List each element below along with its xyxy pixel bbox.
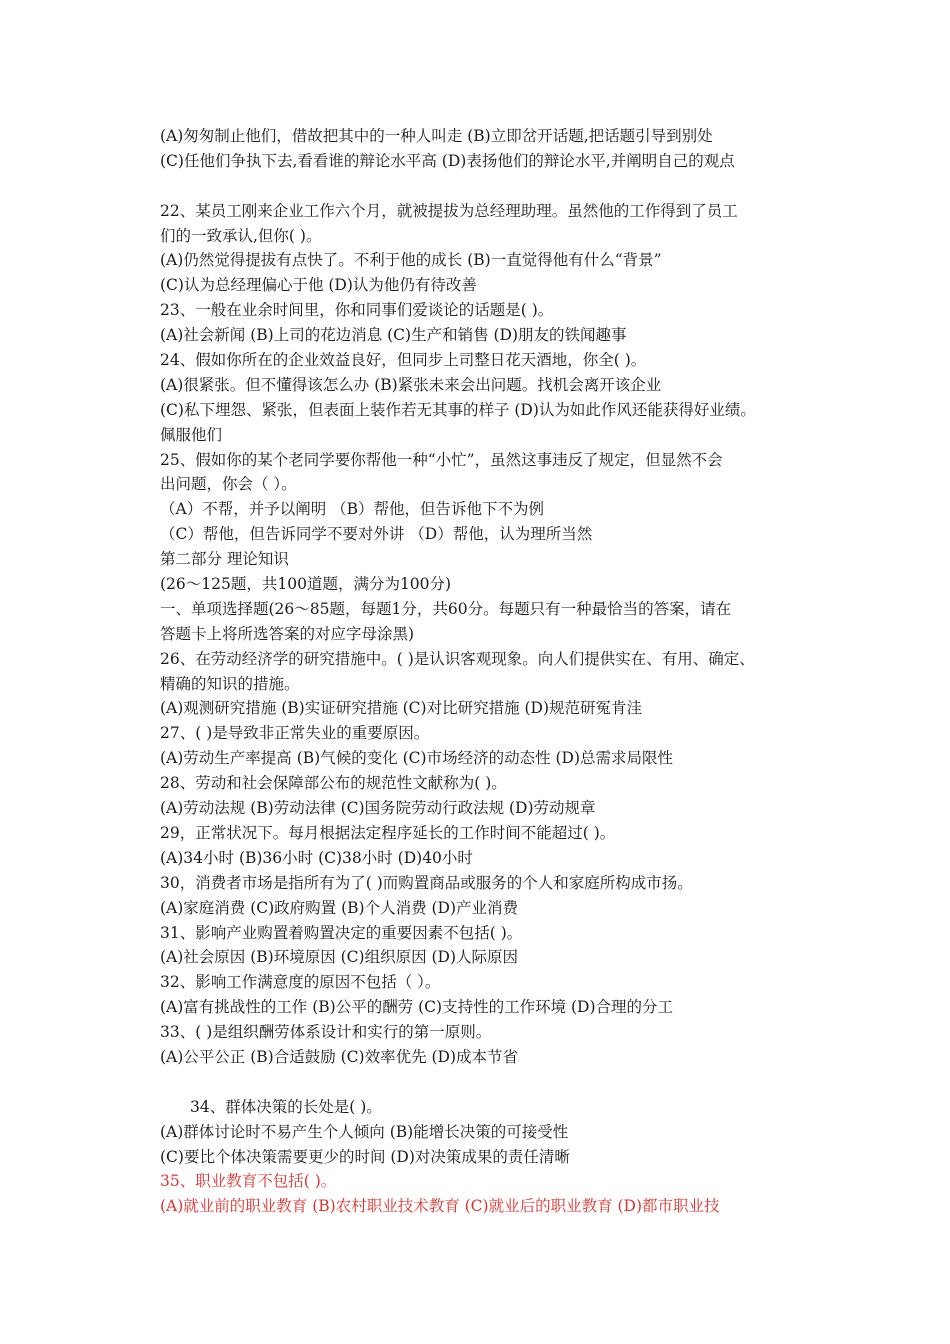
part2-title: 第二部分 理论知识 xyxy=(160,550,289,569)
q27-options: (A)劳动生产率提高 (B)气候的变化 (C)市场经济的动态性 (D)总需求局限性 xyxy=(160,749,674,768)
q26-stem-line2: 精确的知识的措施。 xyxy=(160,674,300,693)
q31-stem: 31、影响产业购置着购置决定的重要因素不包括( )。 xyxy=(160,923,523,942)
q30-options: (A)家庭消费 (C)政府购置 (B)个人消费 (D)产业消费 xyxy=(160,898,519,917)
q22-options-ab: (A)仍然觉得提拔有点快了。不利于他的成长 (B)一直觉得他有什么“背景” xyxy=(160,251,662,270)
q22-stem-line2: 们的一致承认,但你( )。 xyxy=(160,226,322,245)
q26-options: (A)观测研究措施 (B)实证研究措施 (C)对比研究措施 (D)规范研冤肯洼 xyxy=(160,699,643,718)
q29-options: (A)34小时 (B)36小时 (C)38小时 (D)40小时 xyxy=(160,848,473,867)
q32-options: (A)富有挑战性的工作 (B)公平的酬劳 (C)支持性的工作环境 (D)合理的分工 xyxy=(160,998,674,1017)
q27-stem: 27、( )是导致非正常失业的重要原因。 xyxy=(160,724,430,743)
q28-stem: 28、劳动和社会保障部公布的规范性文献称为( )。 xyxy=(160,774,507,793)
document-body xyxy=(160,124,820,1219)
q34-stem: 34、群体决策的长处是( )。 xyxy=(190,1097,382,1116)
q31-options: (A)社会原因 (B)环境原因 (C)组织原因 (D)人际原因 xyxy=(160,948,519,967)
q33-stem: 33、( )是组织酬劳体系设计和实行的第一原则。 xyxy=(160,1023,492,1042)
section1-heading-line2: 答题卡上将所选答案的对应字母涂黑) xyxy=(160,624,415,643)
q28-options: (A)劳动法规 (B)劳动法律 (C)国务院劳动行政法规 (D)劳动规章 xyxy=(160,799,596,818)
q32-stem: 32、影响工作满意度的原因不包括（ ）。 xyxy=(160,973,441,992)
q21-options-cd: (C)任他们争执下去,看看谁的辩论水平高 (D)表扬他们的辩论水平,并阐明自己的观点 xyxy=(160,151,735,170)
section1-heading-line1: 一、单项选择题(26～85题，每题1分，共60分。每题只有一种最恰当的答案，请在 xyxy=(160,599,732,618)
q25-options-ab: （A）不帮，并予以阐明 （B）帮他，但告诉他下不为例 xyxy=(160,500,545,519)
q34-options-ab: (A)群体讨论时不易产生个人倾向 (B)能增长决策的可接受性 xyxy=(160,1122,569,1141)
q21-options-ab: (A)匆匆制止他们，借故把其中的一种人叫走 (B)立即岔开话题,把话题引导到别处 xyxy=(160,127,713,145)
q22-options-cd: (C)认为总经理偏心于他 (D)认为他仍有待改善 xyxy=(160,276,477,295)
part2-range: (26～125题，共100道题，满分为100分) xyxy=(160,575,452,594)
q33-options: (A)公平公正 (B)合适鼓励 (C)效率优先 (D)成本节省 xyxy=(160,1047,519,1066)
q26-stem-line1: 26、在劳动经济学的研究措施中。( )是认识客观现象。向人们提供实在、有用、确定、 xyxy=(160,649,755,668)
q25-stem-line2: 出问题，你会（ ）。 xyxy=(160,475,297,494)
blank-line xyxy=(160,1070,820,1095)
q25-options-cd: （C）帮他，但告诉同学不要对外讲 （D）帮他，认为理所当然 xyxy=(160,525,593,544)
q25-stem-line1: 25、假如你的某个老同学要你帮他一种“小忙”，虽然这事违反了规定，但显然不会 xyxy=(160,450,723,469)
q24-options-cd: (C)私下埋怨、紧张，但表面上装作若无其事的样子 (D)认为如此作风还能获得好业绩。 xyxy=(160,400,756,419)
q35-stem: 35、职业教育不包括( )。 xyxy=(160,1172,337,1191)
q34-options-cd: (C)要比个体决策需要更少的时间 (D)对决策成果的责任清晰 xyxy=(160,1147,570,1166)
q23-stem: 23、一般在业余时间里，你和同事们爱谈论的话题是( )。 xyxy=(160,301,554,320)
q24-stem: 24、假如你所在的企业效益良好，但同步上司整日花天酒地，你全( )。 xyxy=(160,351,647,370)
q29-stem: 29，正常状况下。每月根据法定程序延长的工作时间不能超过( )。 xyxy=(160,823,616,842)
q23-options: (A)社会新闻 (B)上司的花边消息 (C)生产和销售 (D)朋友的铁闻趣事 xyxy=(160,326,627,345)
q35-options: (A)就业前的职业教育 (B)农村职业技术教育 (C)就业后的职业教育 (D)都市职业技 xyxy=(160,1197,720,1216)
q24-options-ab: (A)很紧张。但不懂得该怎么办 (B)紧张未来会出问题。找机会离开该企业 xyxy=(160,375,662,394)
q22-stem-line1: 22、某员工刚来企业工作六个月，就被提拔为总经理助理。虽然他的工作得到了员工 xyxy=(160,201,738,220)
q30-stem: 30，消费者市场是指所有为了( )而购置商品或服务的个人和家庭所构成市扬。 xyxy=(160,873,693,892)
blank-line xyxy=(160,174,820,199)
q24-options-cont: 佩服他们 xyxy=(160,425,223,444)
